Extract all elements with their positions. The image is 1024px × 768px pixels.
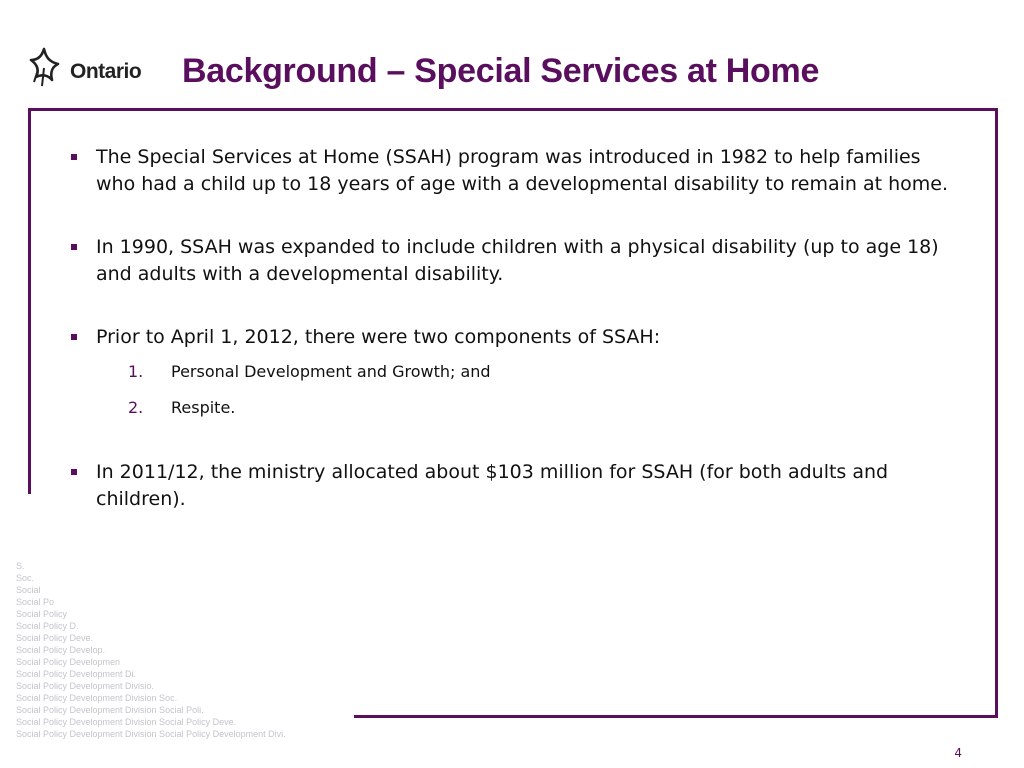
frame-left-border (28, 108, 31, 494)
watermark-line: Social Policy Development Division Social Policy Development Divi. (16, 729, 286, 739)
watermark-line: Social Policy D. (16, 621, 79, 631)
component-item (70, 397, 960, 419)
watermark-line: S. (16, 561, 25, 571)
watermark-line: Social Po (16, 597, 55, 607)
component-text: Respite. (171, 398, 236, 417)
watermark-line: Social (16, 585, 41, 595)
square-bullet-icon (71, 154, 77, 160)
frame-top-border (28, 108, 998, 111)
watermark-text (16, 560, 286, 740)
frame-right-border (995, 108, 998, 718)
bullet-item (70, 234, 960, 288)
bullet-item (70, 324, 960, 351)
watermark-line: Social Policy Development Division Soc. (16, 693, 178, 703)
watermark-line: Soc. (16, 573, 35, 583)
slide-content (70, 144, 960, 513)
ontario-trillium-icon (28, 46, 68, 90)
component-number: 1. (128, 362, 144, 381)
bullet-item (70, 144, 960, 198)
component-item (70, 361, 960, 383)
watermark-line: Social Policy (16, 609, 68, 619)
ontario-logo (28, 46, 148, 94)
bullet-text: The Special Services at Home (SSAH) program was introduced in 1982 to help families who had a child up to 18 years of age with a developmental disability to remain at home. (96, 146, 949, 195)
square-bullet-icon (71, 244, 77, 250)
square-bullet-icon (71, 469, 77, 475)
watermark-line: Social Policy Developmen (16, 657, 121, 667)
square-bullet-icon (71, 334, 77, 340)
watermark-line: Social Policy Development Divisio. (16, 681, 155, 691)
logo-text: Ontario (70, 60, 142, 83)
watermark-line: Social Policy Development Division Social Poli. (16, 705, 204, 715)
bullet-text: In 1990, SSAH was expanded to include children with a physical disability (up to age 18) and adults with a developmental disability. (96, 236, 939, 285)
frame-bottom-border (354, 715, 998, 718)
page-title: Background – Special Services at Home (182, 52, 820, 90)
watermark-line: Social Policy Deve. (16, 633, 94, 643)
bullet-item (70, 459, 960, 513)
watermark-line: Social Policy Development Division Social Policy Deve. (16, 717, 237, 727)
bullet-text: In 2011/12, the ministry allocated about $103 million for SSAH (for both adults and children). (96, 461, 889, 510)
component-number: 2. (128, 398, 144, 417)
watermark-line: Social Policy Development Di. (16, 669, 137, 679)
component-text: Personal Development and Growth; and (171, 362, 491, 381)
watermark-line: Social Policy Develop. (16, 645, 106, 655)
page-number: 4 (954, 746, 962, 760)
bullet-text: Prior to April 1, 2012, there were two components of SSAH: (96, 326, 661, 348)
